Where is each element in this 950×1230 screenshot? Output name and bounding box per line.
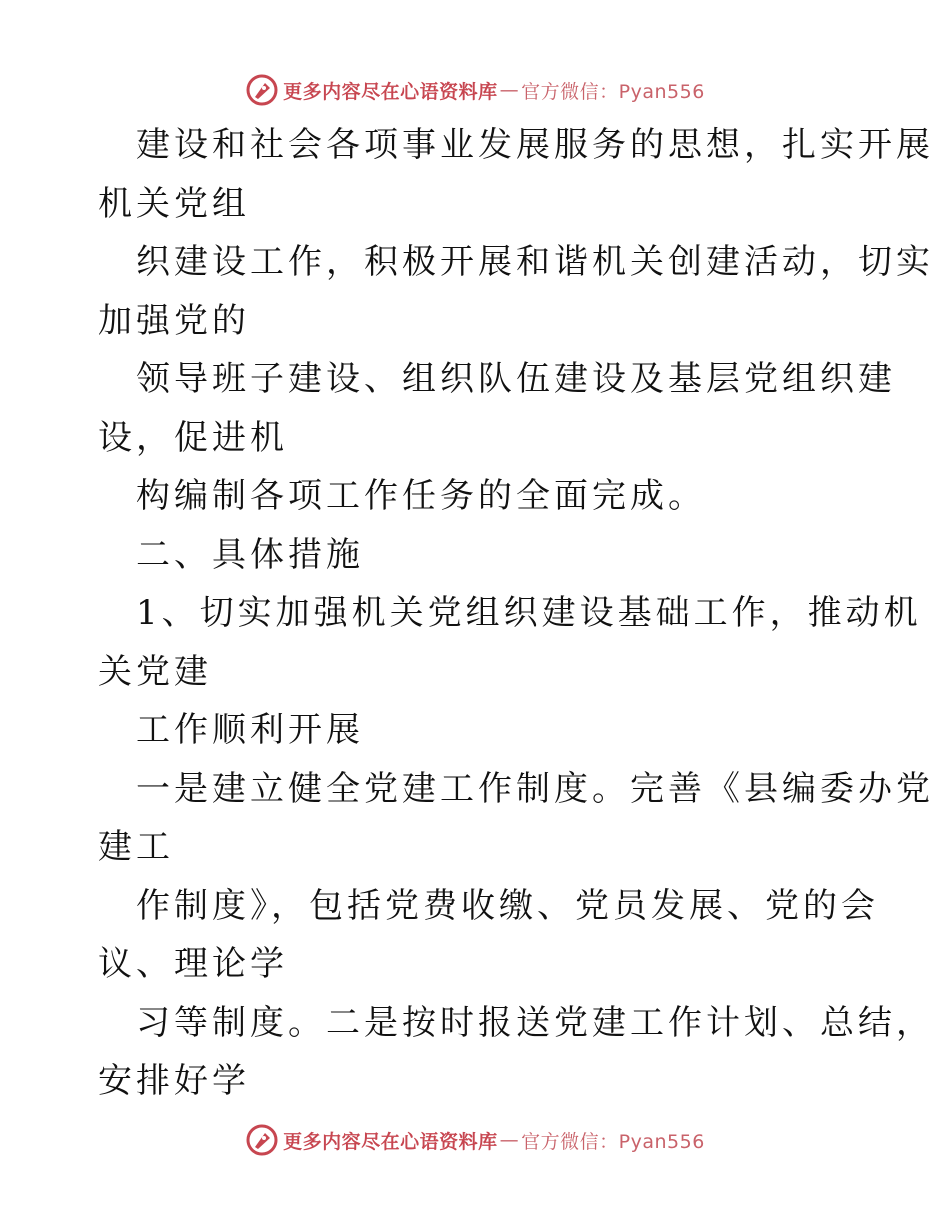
text-line: 建设和社会各项事业发展服务的思想，扎实开展 <box>136 125 934 165</box>
header-watermark <box>0 70 950 110</box>
text-line: 作制度》，包括党费收缴、党员发展、党的会 <box>136 885 879 926</box>
text-line: 织建设工作，积极开展和谐机关创建活动，切实 <box>136 242 934 282</box>
text-line: 工作顺利开展 <box>136 710 364 750</box>
text-line: 设，促进机 <box>98 417 288 458</box>
pen-nib-logo-icon <box>245 73 279 107</box>
text-line: 加强党的 <box>98 300 250 341</box>
text-line: 安排好学 <box>98 1061 250 1101</box>
text-line: 习等制度。二是按时报送党建工作计划、总结， <box>136 1002 934 1043</box>
watermark-contact: 官方微信：Pyan556 <box>521 1130 705 1153</box>
footer-watermark <box>0 1120 950 1160</box>
text-line: 二、具体措施 <box>136 534 364 575</box>
text-line: 议、理论学 <box>98 944 288 984</box>
text-line: 领导班子建设、组织队伍建设及基层党组织建 <box>136 359 896 399</box>
text-line: 1、切实加强机关党组织建设基础工作，推动机 <box>136 593 922 633</box>
watermark-contact: 官方微信：Pyan556 <box>521 80 705 103</box>
text-line: 一是建立健全党建工作制度。完善《县编委办党 <box>136 768 934 809</box>
watermark-separator: — <box>499 79 520 101</box>
text-line: 建工 <box>98 827 174 867</box>
text-line: 机关党组 <box>98 183 250 224</box>
watermark-title: 更多内容尽在心语资料库 <box>283 80 498 103</box>
text-line: 构编制各项工作任务的全面完成。 <box>136 476 706 516</box>
text-line: 关党建 <box>98 651 212 692</box>
watermark-separator: — <box>499 1129 520 1151</box>
document-body <box>98 116 934 1111</box>
pen-nib-logo-icon <box>245 1123 279 1157</box>
watermark-title: 更多内容尽在心语资料库 <box>283 1130 498 1153</box>
